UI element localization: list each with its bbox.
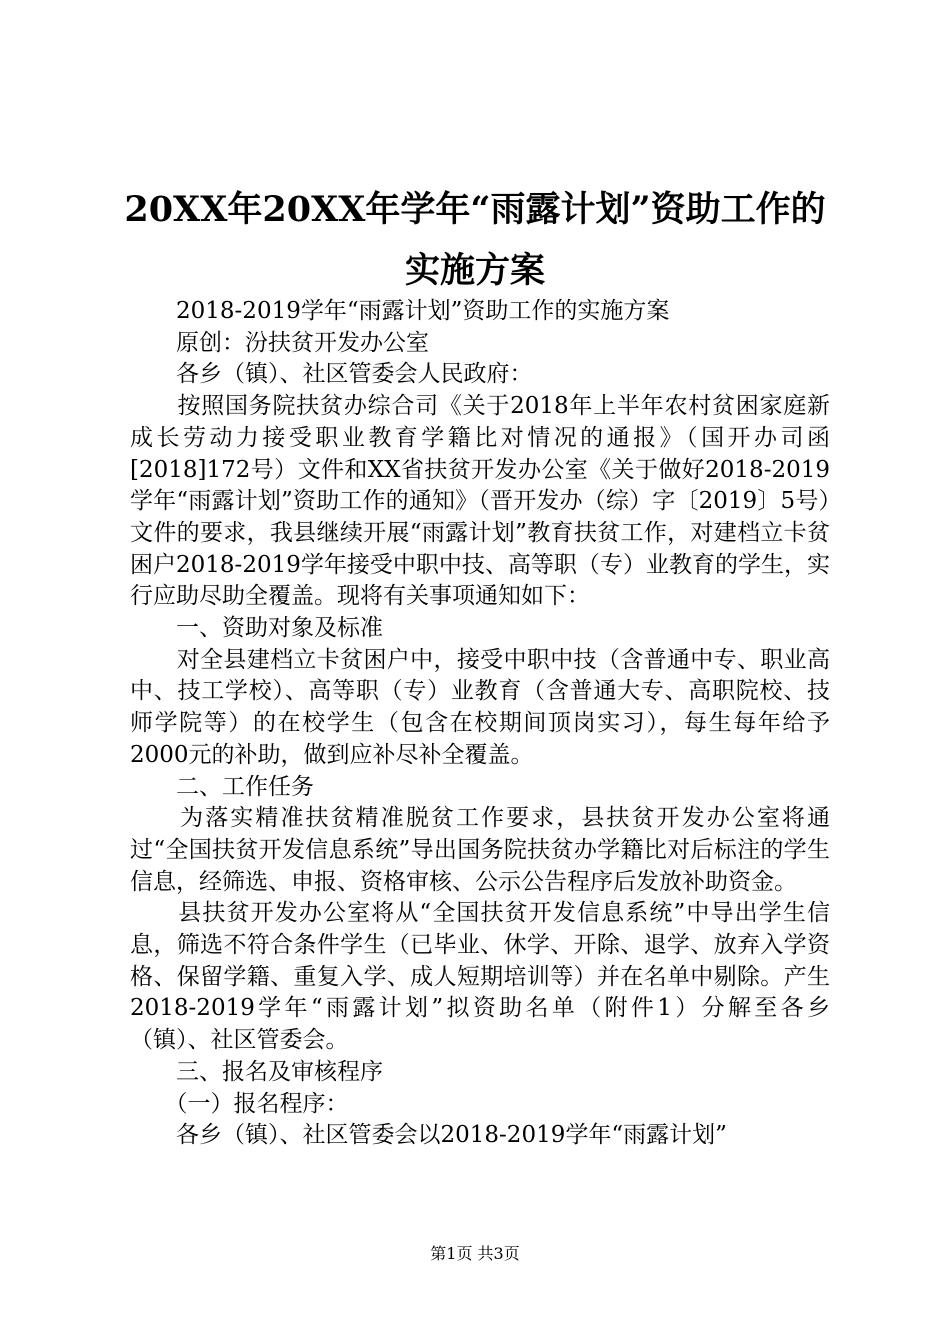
body-paragraph: 各乡（镇）、社区管委会以2018-2019学年“雨露计划”: [130, 1122, 727, 1149]
subtitle-paragraph: 2018-2019学年“雨露计划”资助工作的实施方案: [130, 298, 670, 324]
document-title-line-2: 实施方案: [404, 250, 545, 291]
section-heading: 一、资助对象及标准: [130, 615, 383, 642]
source-paragraph: 原创：汾扶贫开发办公室: [130, 329, 429, 356]
addressee-paragraph: 各乡（镇）、社区管委会人民政府：: [130, 361, 533, 388]
section-heading: 二、工作任务: [130, 773, 314, 800]
section-heading: 三、报名及审核程序: [130, 1058, 383, 1085]
document-title-line-1: 20XX年20XX年学年“雨露计划”资助工作的: [124, 189, 826, 230]
subsection-heading: （一）报名程序：: [130, 1090, 349, 1117]
body-paragraph: 县扶贫开发办公室将从“全国扶贫开发信息系统”中导出学生信息，筛选不符合条件学生（已毕业、休学、开除、退学、放弃入学资格、保留学籍、重复入学、成人短期培训等）并在名单中剔除。产生2018-2019学年“雨露计划”拟资助名单（附件1）分解至各乡（镇）、社区管委会。: [130, 900, 830, 1054]
body-paragraph: 按照国务院扶贫办综合司《关于2018年上半年农村贫困家庭新成长劳动力接受职业教育学籍比对情况的通报》（国开办司函[2018]172号）文件和XX省扶贫开发办公室《关于做好2018-2019学年“雨露计划”资助工作的通知》（晋开发办（综）字〔2019〕5号）文件的要求，我县继续开展“雨露计划”教育扶贫工作，对建档立卡贫困户2018-2019学年接受中职中技、高等职（专）业教育的学生，实行应助尽助全覆盖。现将有关事项通知如下：: [130, 393, 830, 610]
body-paragraph: 为落实精准扶贫精准脱贫工作要求，县扶贫开发办公室将通过“全国扶贫开发信息系统”导出国务院扶贫办学籍比对后标注的学生信息，经筛选、申报、资格审核、公示公告程序后发放补助资金。: [130, 805, 830, 895]
page-number-footer: 第1页 共3页: [430, 1244, 520, 1263]
document-body: [130, 296, 830, 1152]
body-paragraph: 对全县建档立卡贫困户中，接受中职中技（含普通中专、职业高中、技工学校）、高等职（专）业教育（含普通大专、高职院校、技师学院等）的在校学生（包含在校期间顶岗实习），每生每年给予2000元的补助，做到应补尽补全覆盖。: [130, 646, 830, 768]
